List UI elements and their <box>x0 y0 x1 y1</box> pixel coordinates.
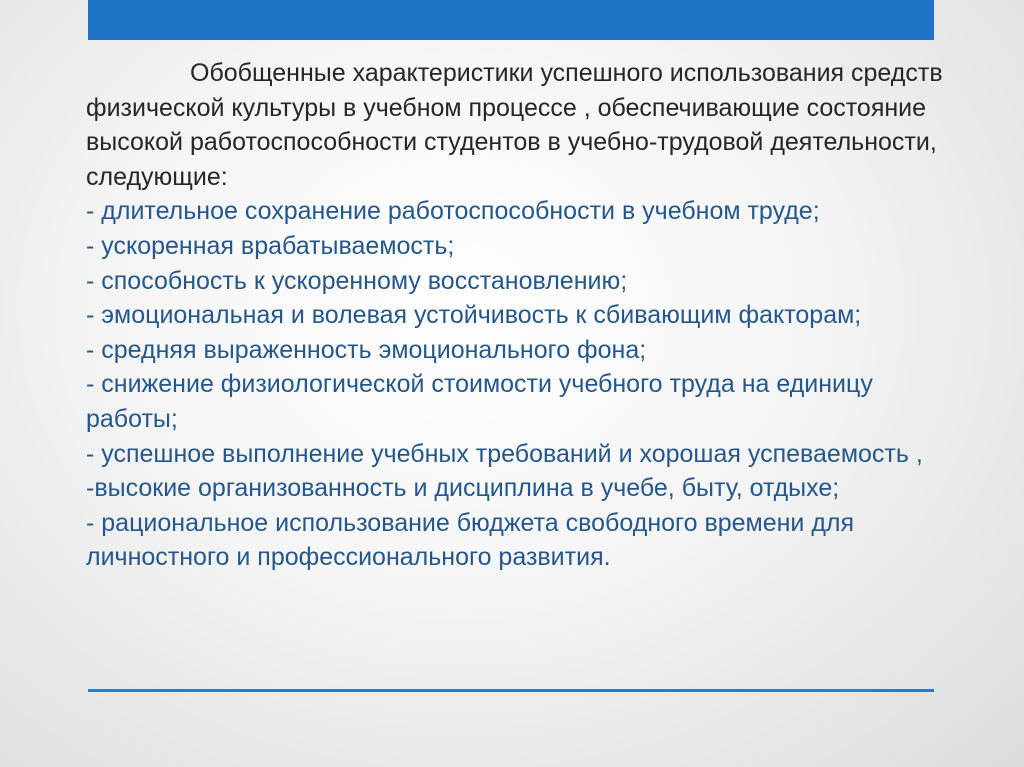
list-item: - рациональное использование бюджета свободного времени для личностного и профессионального развития. <box>86 508 855 572</box>
list-item: - ускоренная врабатываемость; <box>86 231 455 260</box>
list-item: - эмоциональная и волевая устойчивость к сбивающим факторам; <box>86 301 862 330</box>
list-item: -высокие организованность и дисциплина в учебе, быту, отдыхе; <box>86 474 840 503</box>
header-accent-bar <box>88 0 934 40</box>
list-item: - средняя выраженность эмоционального фона; <box>86 335 647 364</box>
characteristics-list <box>86 194 966 575</box>
list-item: - успешное выполнение учебных требований и хорошая успеваемость , <box>86 439 923 468</box>
intro-paragraph: Обобщенные характеристики успешного использования средств физической культуры в учебном процессе , обеспечивающие состояние высокой работоспособности студентов в учебно-трудовой деятельности, следующие: <box>86 59 943 191</box>
list-item: - длительное сохранение работоспособности в учебном труде; <box>86 197 820 226</box>
footer-divider-line <box>88 689 934 692</box>
list-item: - способность к ускоренному восстановлению; <box>86 266 628 295</box>
list-item: - снижение физиологической стоимости учебного труда на единицу работы; <box>86 370 873 433</box>
slide-text-block <box>86 56 966 575</box>
